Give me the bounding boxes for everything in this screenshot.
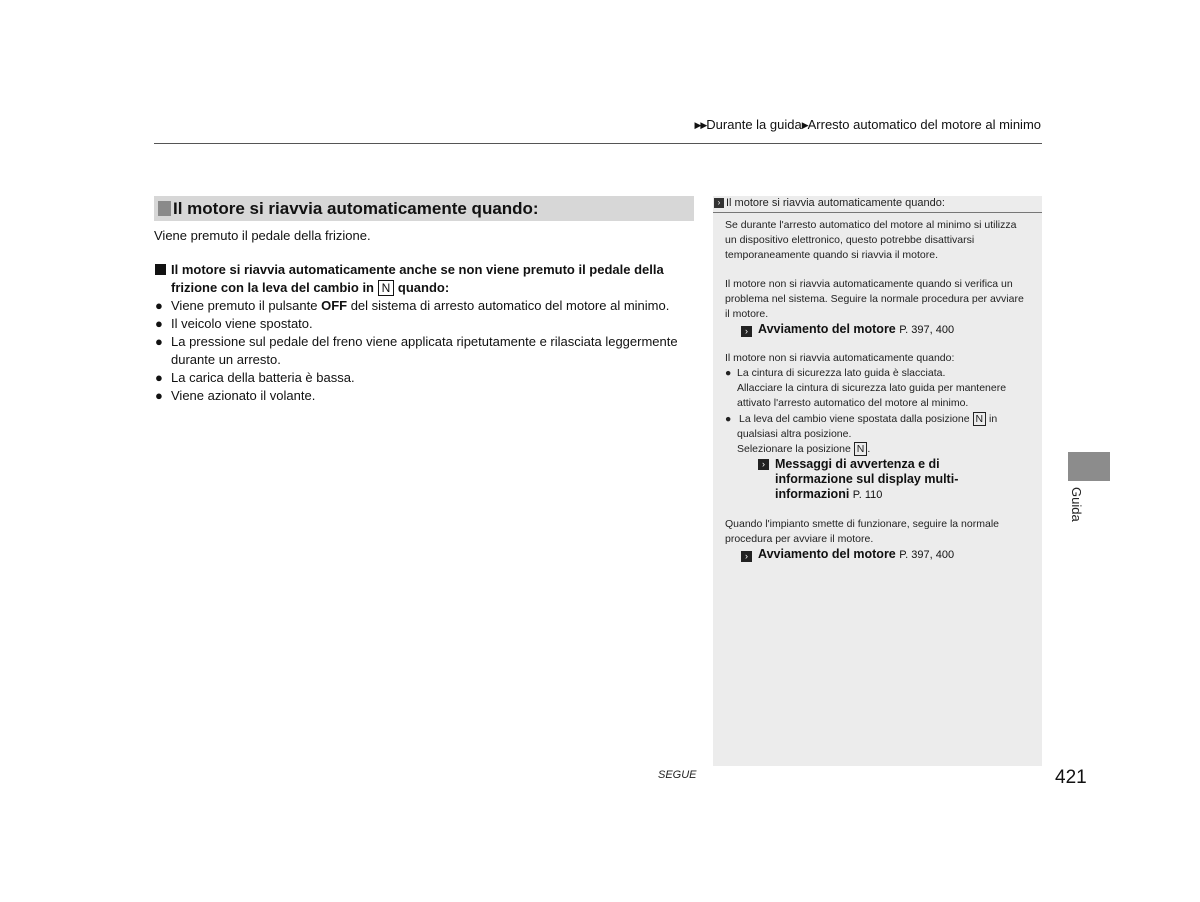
- sidebar-paragraph-2: Il motore non si riavvia automaticamente quando si verifica un problema nel sistema. Seguire la normale procedura per avviare il motore.: [725, 278, 1024, 320]
- chapter-tab-label: Guida: [1069, 487, 1084, 522]
- reference-arrow-icon: ›: [758, 459, 769, 470]
- sidebar-paragraph-3: Il motore non si riavvia automaticamente quando:: [725, 352, 955, 364]
- bullet-icon: ●: [725, 367, 732, 379]
- sidebar-bullet-1: La cintura di sicurezza lato guida è slacciata.: [737, 367, 946, 379]
- reference-link[interactable]: › Avviamento del motore P. 397, 400: [741, 322, 954, 338]
- gear-n-key-icon: N: [973, 412, 987, 426]
- sidebar-bullet-2: La leva del cambio viene spostata dalla posizione N in: [739, 413, 998, 425]
- gear-n-key-icon: N: [854, 442, 868, 456]
- reference-arrow-icon: ›: [741, 326, 752, 337]
- intro-text: Viene premuto il pedale della frizione.: [154, 228, 371, 243]
- continued-label: SEGUE: [658, 769, 697, 781]
- breadcrumb-arrow-icon: ▶▶: [694, 120, 707, 130]
- heading-square-icon: [158, 201, 171, 216]
- sidebar-title: Il motore si riavvia automaticamente quando:: [726, 197, 945, 209]
- list-item: ● La pressione sul pedale del freno viene applicata ripetutamente e rilasciata leggermente durante un arresto.: [155, 334, 678, 367]
- bullet-icon: ●: [155, 388, 163, 403]
- reference-arrow-icon: ›: [741, 551, 752, 562]
- bullet-icon: ●: [155, 298, 163, 313]
- list-item: ● La carica della batteria è bassa.: [155, 370, 355, 385]
- bullet-icon: ●: [155, 334, 163, 349]
- list-item: ● Viene premuto il pulsante OFF del sistema di arresto automatico del motore al minimo.: [155, 298, 670, 313]
- sidebar-paragraph-1: Se durante l'arresto automatico del motore al minimo si utilizza un dispositivo elettronico, questo potrebbe disattivarsi temporaneamente quando si riavvia il motore.: [725, 219, 1017, 261]
- page-number: 421: [1055, 767, 1087, 788]
- breadcrumb-item-1[interactable]: Durante la guida: [706, 117, 802, 132]
- gear-n-key-icon: N: [378, 280, 395, 296]
- breadcrumb-item-2[interactable]: Arresto automatico del motore al minimo: [807, 117, 1041, 132]
- subheading-text-end: quando:: [397, 280, 450, 295]
- condition-list: [154, 297, 694, 405]
- subheading-square-icon: [155, 264, 166, 275]
- subheading-text: Il motore si riavvia automaticamente anche se non viene premuto il pedale della frizione con la leva del cambio in: [171, 262, 664, 295]
- reference-link[interactable]: › Avviamento del motore P. 397, 400: [741, 547, 954, 563]
- sidebar-paragraph-4: Quando l'impianto smette di funzionare, seguire la normale procedura per avviare il motore.: [725, 518, 999, 545]
- bullet-icon: ●: [155, 316, 163, 331]
- list-item: ● Il veicolo viene spostato.: [155, 316, 313, 331]
- chapter-tab[interactable]: [1068, 452, 1110, 481]
- reference-link[interactable]: › Messaggi di avvertenza e di informazione sul display multi-informazioni P. 110: [758, 457, 978, 503]
- breadcrumb-arrow-icon: ▶: [801, 120, 808, 130]
- subheading: [171, 261, 696, 297]
- bullet-icon: ●: [155, 370, 163, 385]
- note-icon: ›: [714, 198, 724, 208]
- section-heading: Il motore si riavvia automaticamente quando:: [173, 199, 539, 218]
- sidebar-bullet-2-line2: qualsiasi altra posizione.: [737, 428, 852, 440]
- sidebar-bullet-2-line3: Selezionare la posizione N .: [737, 443, 871, 455]
- bullet-icon: ●: [725, 413, 732, 425]
- list-item: ● Viene azionato il volante.: [155, 388, 316, 403]
- breadcrumb: [694, 117, 1041, 132]
- header-divider: [154, 143, 1042, 144]
- sidebar-bullet-1-detail: Allacciare la cintura di sicurezza lato guida per mantenere attivato l'arresto automatico del motore al minimo.: [737, 382, 1007, 409]
